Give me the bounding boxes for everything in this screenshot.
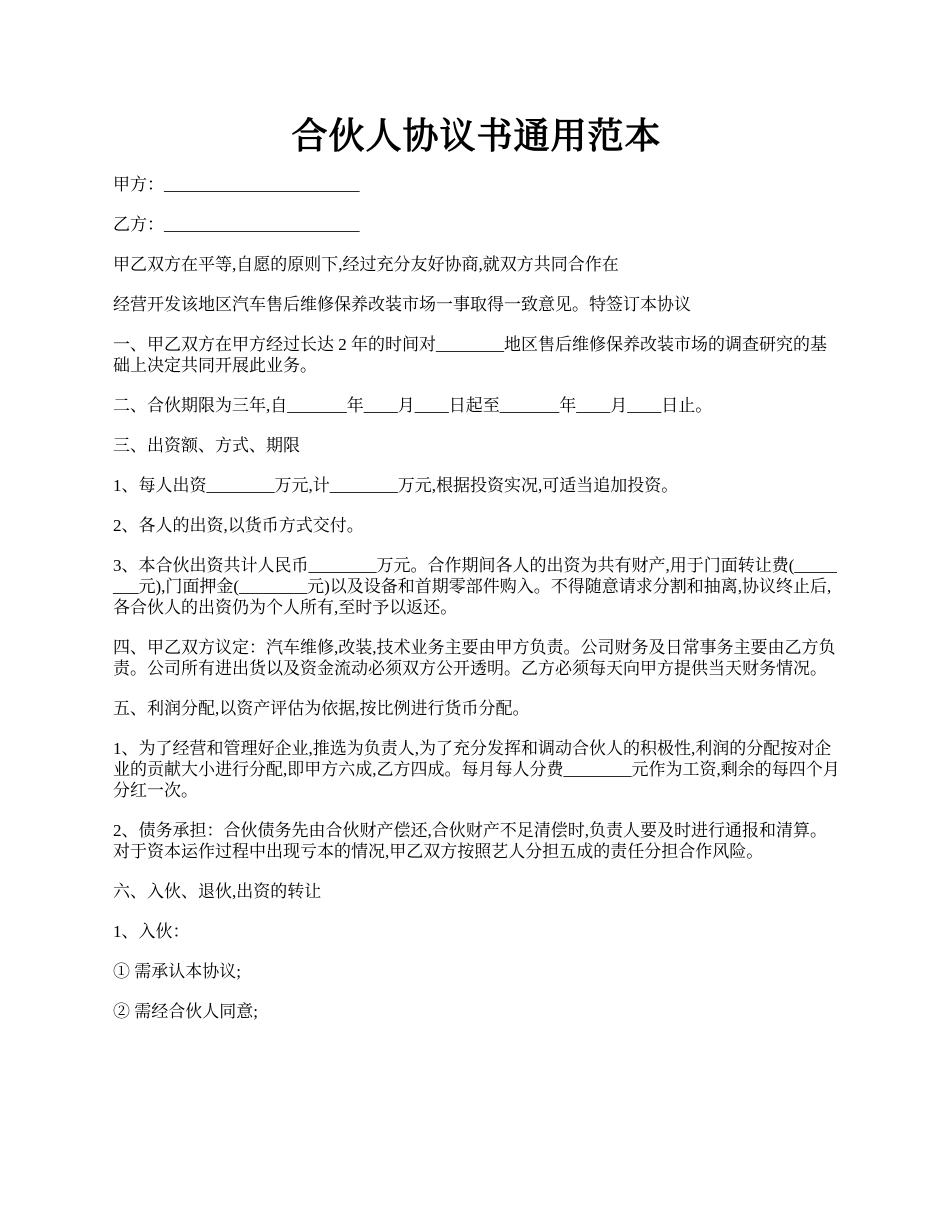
clause-2-term: 二、合伙期限为三年,自_______年____月____日起至_______年____月____日止。 [113,396,713,415]
clause-5-heading: 五、利润分配,以资产评估为依据,按比例进行货币分配。 [113,699,530,718]
clause-1: 一、甲乙双方在甲方经过长达 2 年的时间对________地区售后维修保养改装市场的调查研究的基础上决定共同开展此业务。 [113,335,827,375]
preamble-line-2: 经营开发该地区汽车售后维修保养改装市场一事取得一致意见。特签订本协议 [113,295,691,314]
clause-3-item-3: 3、本合伙出资共计人民币________万元。合作期间各人的出资为共有财产,用于门面转让费(________元),门面押金(________元)以及设备和首期零部件购入。不得随意请求分割和抽离,协议终止后,各合伙人的出资仍为个人所有,至时予以返还。 [113,556,837,617]
clause-6-sub-1: ① 需承认本协议; [113,962,241,981]
party-a-line: 甲方：_______________________ [113,175,360,194]
clause-5-item-1: 1、为了经营和管理好企业,推选为负责人,为了充分发挥和调动合伙人的积极性,利润的分配按对企业的贡献大小进行分配,即甲方六成,乙方四成。每月每人分费________元作为工资,剩余的每四个月分红一次。 [113,739,840,800]
clause-6-heading: 六、入伙、退伙,出资的转让 [113,882,322,901]
clause-4: 四、甲乙双方议定：汽车维修,改装,技术业务主要由甲方负责。公司财务及日常事务主要由乙方负责。公司所有进出货以及资金流动必须双方公开透明。乙方必须每天向甲方提供当天财务情况。 [113,638,836,678]
party-b-line: 乙方：_______________________ [113,215,360,234]
preamble-line-1: 甲乙双方在平等,自愿的原则下,经过充分友好协商,就双方共同合作在 [113,255,619,274]
clause-3-item-2: 2、各人的出资,以货币方式交付。 [113,516,364,535]
clause-3-item-1: 1、每人出资________万元,计________万元,根据投资实况,可适当追加投资。 [113,476,679,495]
clause-3-heading: 三、出资额、方式、期限 [113,436,300,455]
clause-5-item-2: 2、债务承担：合伙债务先由合伙财产偿还,合伙财产不足清偿时,负责人要及时进行通报和清算。对于资本运作过程中出现亏本的情况,甲乙双方按照艺人分担五成的责任分担合作风险。 [113,821,827,861]
document-title: 合伙人协议书通用范本 [291,116,662,156]
clause-6-item-1: 1、入伙： [113,922,190,941]
document-body [113,174,840,1022]
clause-6-sub-2: ② 需经合伙人同意; [113,1002,258,1021]
